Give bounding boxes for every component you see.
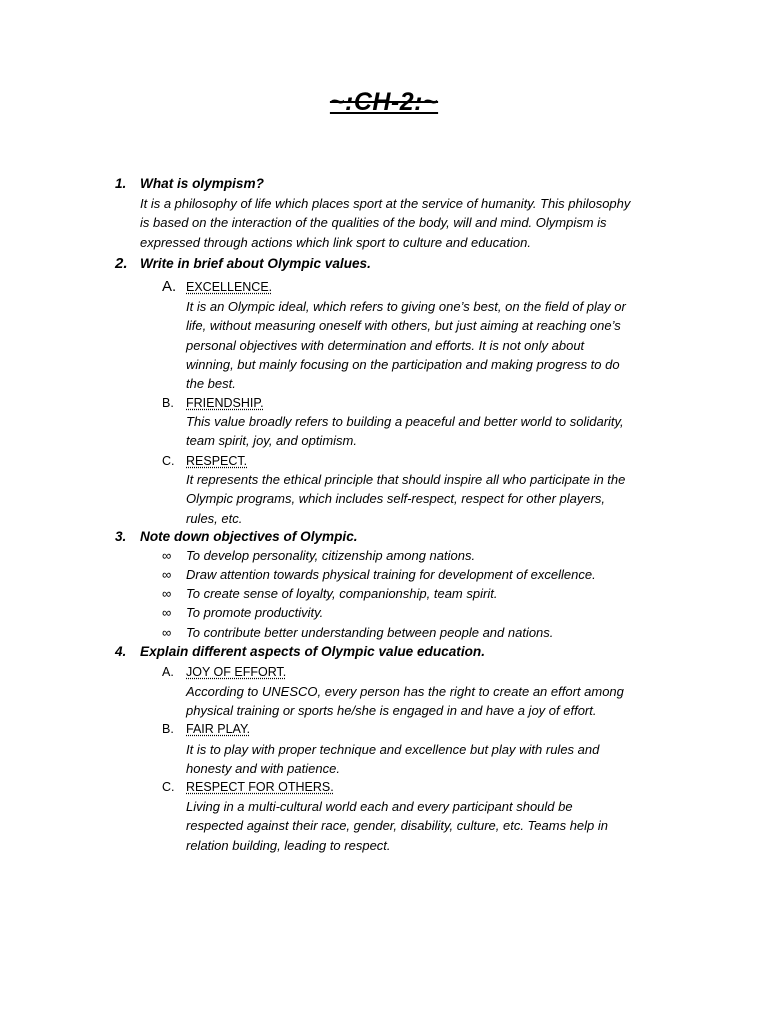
sub-letter: C.: [162, 780, 175, 794]
sub-letter: C.: [162, 454, 175, 468]
answer-line: respected against their race, gender, disability, culture, etc. Teams help in: [186, 818, 609, 834]
answer-line: life, without measuring oneself with others, but just aiming at reaching one’s: [186, 318, 621, 334]
question-text: Explain different aspects of Olympic value education.: [140, 644, 485, 659]
answer-joy-of-effort: [186, 682, 624, 721]
sub-letter: B.: [162, 396, 174, 410]
answer-line: Olympic programs, which includes self-respect, respect for other players,: [186, 491, 606, 507]
objective-text: To promote productivity.: [186, 605, 324, 620]
sub-label: RESPECT FOR OTHERS.: [186, 780, 334, 794]
sub-label: RESPECT.: [186, 454, 248, 468]
answer-line: is based on the interaction of the qualities of the body, will and mind. Olympism is: [140, 215, 607, 231]
objective-text: To develop personality, citizenship among nations.: [186, 548, 476, 563]
answer-fair-play: [186, 740, 599, 779]
sub-letter: A.: [162, 278, 177, 295]
answer-line: honesty and with patience.: [186, 761, 340, 777]
subheading-respect: [162, 454, 248, 468]
infinity-bullet-icon: ∞: [162, 586, 172, 601]
answer-line: According to UNESCO, every person has the right to create an effort among: [186, 684, 624, 699]
sub-letter: B.: [162, 722, 174, 736]
question-text: What is olympism?: [140, 176, 264, 191]
question-number: 3.: [115, 529, 127, 544]
answer-respect: [186, 470, 625, 528]
sub-letter: A.: [162, 665, 174, 679]
objective-item: [162, 586, 498, 601]
infinity-bullet-icon: ∞: [162, 625, 172, 640]
answer-line: rules, etc.: [186, 510, 243, 526]
question-text: Write in brief about Olympic values.: [140, 256, 371, 271]
answer-line: It is a philosophy of life which places sport at the service of humanity. This philosophy: [140, 196, 631, 211]
question-number: 2.: [115, 255, 128, 272]
question-2: [115, 255, 371, 272]
question-number: 4.: [115, 644, 127, 659]
objective-text: To contribute better understanding between people and nations.: [186, 625, 554, 640]
answer-respect-for-others: [186, 797, 608, 855]
subheading-fair-play: [162, 722, 251, 736]
objective-item: [162, 605, 324, 620]
subheading-joy-of-effort: [162, 665, 287, 679]
answer-1: [140, 194, 630, 252]
sub-label: FRIENDSHIP.: [186, 396, 264, 410]
sub-label: JOY OF EFFORT.: [186, 665, 287, 679]
sub-label: FAIR PLAY.: [186, 722, 251, 736]
answer-line: Living in a multi-cultural world each and every participant should be: [186, 799, 573, 814]
objective-item: [162, 567, 596, 582]
answer-line: It represents the ethical principle that should inspire all who participate in the: [186, 472, 626, 487]
answer-friendship: [186, 412, 624, 451]
question-text: Note down objectives of Olympic.: [140, 529, 358, 544]
answer-line: relation building, leading to respect.: [186, 837, 391, 853]
question-1: [115, 176, 264, 191]
answer-line: physical training or sports he/she is engaged in and have a joy of effort.: [186, 703, 597, 719]
subheading-friendship: [162, 396, 264, 410]
question-number: 1.: [115, 176, 127, 191]
sub-label: EXCELLENCE.: [186, 280, 273, 294]
answer-line: team spirit, joy, and optimism.: [186, 433, 357, 449]
infinity-bullet-icon: ∞: [162, 567, 172, 582]
subheading-respect-for-others: [162, 780, 334, 794]
answer-line: expressed through actions which link sport to culture and education.: [140, 234, 531, 250]
answer-excellence: [186, 297, 626, 393]
objective-text: To create sense of loyalty, companionship, team spirit.: [186, 586, 498, 601]
objective-item: [162, 548, 476, 563]
answer-line: the best.: [186, 376, 236, 392]
question-4: [115, 644, 485, 659]
infinity-bullet-icon: ∞: [162, 548, 172, 563]
question-3: [115, 529, 358, 544]
subheading-excellence: [162, 278, 273, 295]
answer-line: winning, but mainly focusing on the participation and making progress to do: [186, 356, 620, 372]
objective-text: Draw attention towards physical training for development of excellence.: [186, 567, 596, 582]
objective-item: [162, 625, 554, 640]
answer-line: It is to play with proper technique and excellence but play with rules and: [186, 742, 600, 757]
answer-line: personal objectives with determination and efforts. It is not only about: [186, 337, 585, 353]
infinity-bullet-icon: ∞: [162, 605, 172, 620]
answer-line: It is an Olympic ideal, which refers to giving one’s best, on the field of play or: [186, 299, 626, 314]
page-title: ~:CH-2:~: [329, 88, 439, 116]
answer-line: This value broadly refers to building a peaceful and better world to solidarity,: [186, 414, 624, 429]
